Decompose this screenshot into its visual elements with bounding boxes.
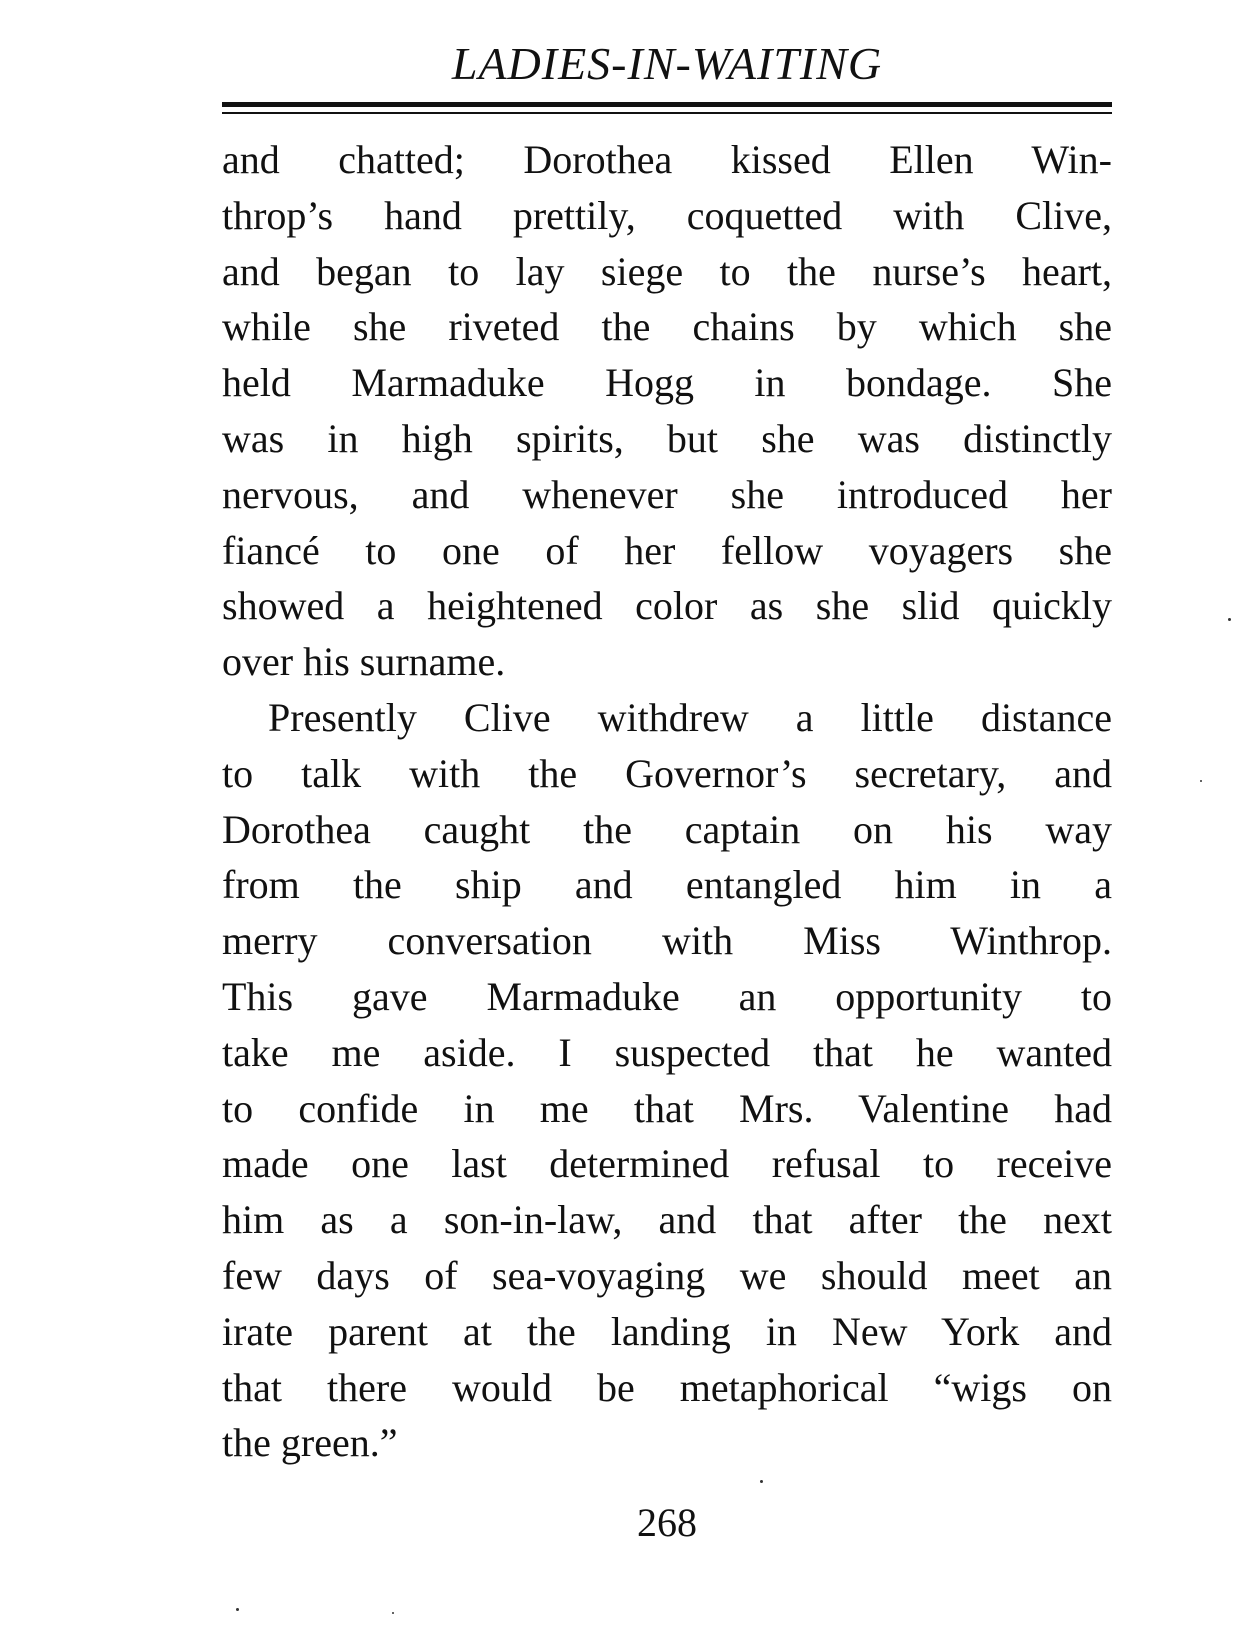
- text-line: to confide in me that Mrs. Valentine had: [222, 1085, 1112, 1131]
- paper-speck: [392, 1612, 394, 1614]
- text-line: nervous, and whenever she introduced her: [222, 471, 1112, 517]
- text-line: and chatted; Dorothea kissed Ellen Win-: [222, 137, 1112, 182]
- text-line: held Marmaduke Hogg in bondage. She: [222, 360, 1112, 406]
- text-line: showed a heightened color as she slid quickly: [222, 583, 1112, 629]
- text-line: that there would be metaphorical “wigs on: [222, 1364, 1112, 1410]
- text-line: This gave Marmaduke an opportunity to: [222, 973, 1112, 1019]
- page-number: 268: [637, 1500, 697, 1545]
- text-line: was in high spirits, but she was distinctly: [222, 415, 1112, 461]
- paper-speck: [1228, 618, 1231, 621]
- paragraph-2: [222, 690, 1112, 1471]
- text-line: and began to lay siege to the nurse’s heart,: [222, 248, 1112, 294]
- text-line: irate parent at the landing in New York and: [222, 1308, 1112, 1354]
- text-line: to talk with the Governor’s secretary, and: [222, 750, 1112, 796]
- text-line: throp’s hand prettily, coquetted with Clive,: [222, 192, 1112, 238]
- text-line: merry conversation with Miss Winthrop.: [222, 918, 1112, 964]
- header-rule-thin: [222, 112, 1112, 114]
- text-line: fiancé to one of her fellow voyagers she: [222, 527, 1112, 573]
- text-line: take me aside. I suspected that he wanted: [222, 1029, 1112, 1075]
- paper-speck: [236, 1608, 239, 1611]
- paper-speck: [760, 1480, 763, 1483]
- paper-speck: [1200, 780, 1202, 782]
- text-line: over his surname.: [222, 639, 506, 685]
- header-rule-thick: [222, 102, 1112, 107]
- text-line: from the ship and entangled him in a: [222, 862, 1112, 908]
- text-line: Dorothea caught the captain on his way: [222, 806, 1112, 852]
- text-line: few days of sea-voyaging we should meet an: [222, 1252, 1112, 1298]
- text-line: the green.”: [222, 1420, 398, 1466]
- text-line: him as a son-in-law, and that after the next: [222, 1197, 1112, 1243]
- text-line: made one last determined refusal to receive: [222, 1141, 1112, 1187]
- running-title: LADIES-IN-WAITING: [451, 38, 883, 89]
- text-line: while she riveted the chains by which she: [222, 304, 1112, 350]
- paragraph-1: [222, 132, 1112, 690]
- text-line: Presently Clive withdrew a little distance: [268, 694, 1112, 740]
- body-text: [222, 132, 1112, 1471]
